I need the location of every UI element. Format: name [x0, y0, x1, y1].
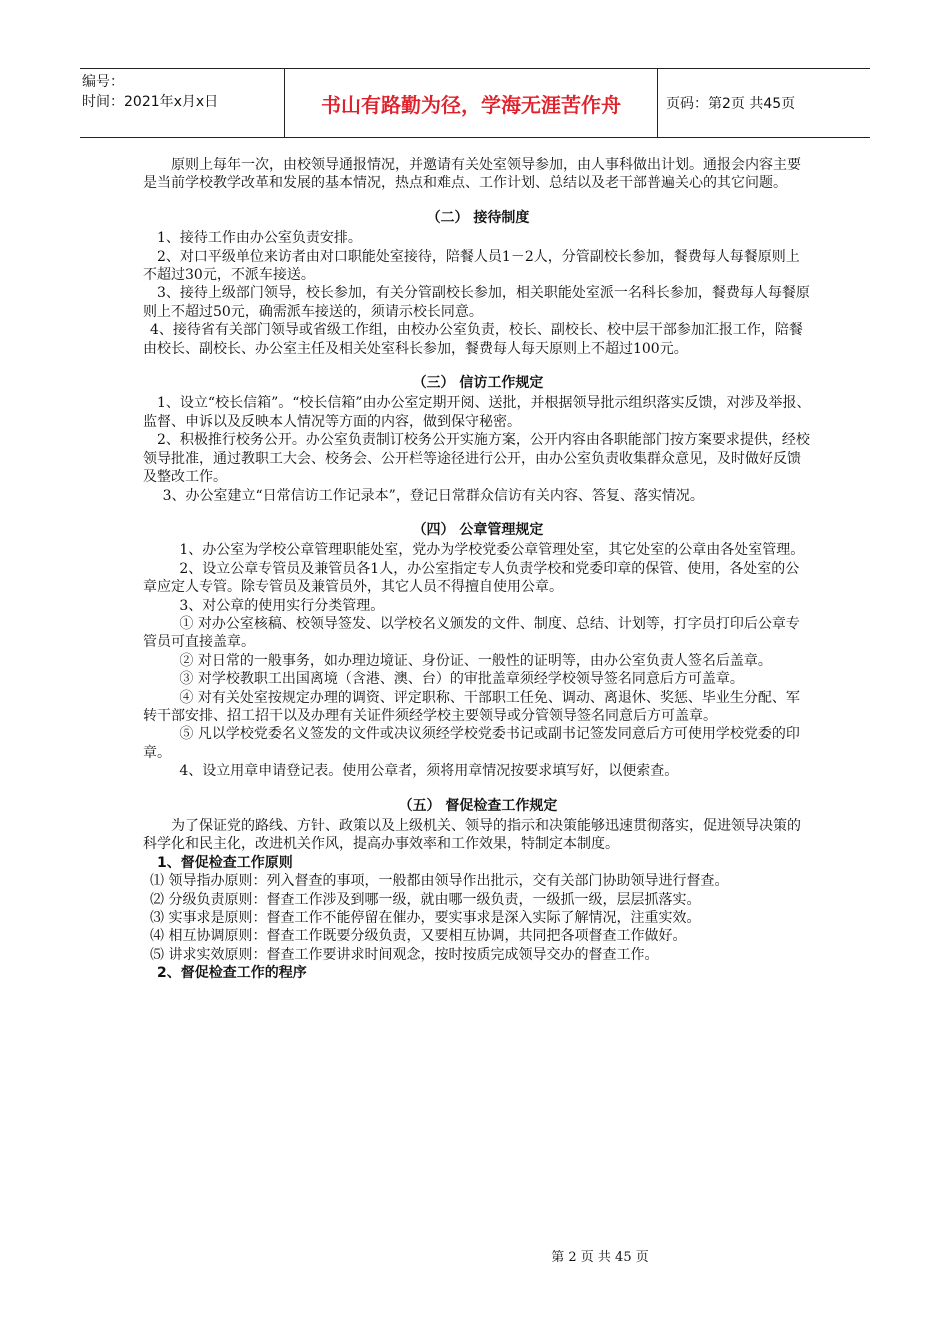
date-label: 时间：2021年x月x日 [82, 94, 219, 110]
number-label: 编号： [82, 74, 124, 90]
subsection-heading: 1、督促检查工作原则 [157, 854, 293, 871]
header-page-number: 页码：第2页 共45页 [666, 96, 796, 112]
paragraph: 1、设立“校长信箱”。“校长信箱”由办公室定期开阅、送批，并根据领导批示组织落实反馈，对涉及举报、监督、申诉以及反映本人情况等方面的内容，做到保守秘密。 [143, 395, 811, 430]
page-header [80, 68, 870, 138]
document-body [143, 156, 813, 983]
paragraph: 4、设立用章申请登记表。使用公章者，须将用章情况按要求填写好，以便索查。 [179, 763, 679, 780]
paragraph: ④ 对有关处室按规定办理的调资、评定职称、干部职工任免、调动、离退休、奖惩、毕业生分配、军转干部安排、招工招干以及办理有关证件须经学校主要领导或分管领导签名同意后方可盖章。 [143, 689, 800, 724]
section-heading: （二） 接待制度 [426, 209, 530, 226]
paragraph: 2、设立公章专管员及兼管员各1人，办公室指定专人负责学校和党委印章的保管、使用，各处室的公章应定人专管。除专管员及兼管员外，其它人员不得擅自使用公章。 [143, 560, 800, 596]
paragraph: ⑴ 领导指办原则：列入督查的事项，一般都由领导作出批示，交有关部门协助领导进行督查。 [150, 873, 729, 890]
section-heading: （五） 督促检查工作规定 [398, 797, 558, 814]
footer-text: 第 2 页 共 45 页 [551, 1250, 649, 1265]
paragraph: ⑸ 讲求实效原则：督查工作要讲求时间观念，按时按质完成领导交办的督查工作。 [150, 946, 659, 963]
paragraph: 2、对口平级单位来访者由对口职能处室接待，陪餐人员1－2人，分管副校长参加，餐费每人每餐原则上不超过30元，不派车接送。 [143, 248, 800, 284]
subsection-heading: 2、督促检查工作的程序 [157, 965, 307, 982]
paragraph: 为了保证党的路线、方针、政策以及上级机关、领导的指示和决策能够迅速贯彻落实，促进领导决策的科学化和民主化，改进机关作风，提高办事效率和工作效果，特制定本制度。 [143, 818, 801, 853]
header-meta [80, 69, 284, 137]
page-footer [0, 1246, 950, 1265]
paragraph: 1、办公室为学校公章管理职能处室，党办为学校党委公章管理处室，其它处室的公章由各处室管理。 [179, 542, 805, 559]
paragraph: ⑤ 凡以学校党委名义签发的文件或决议须经学校党委书记或副书记签发同意后方可使用学校党委的印章。 [143, 726, 800, 761]
header-motto: 书山有路勤为径，学海无涯苦作舟 [284, 69, 658, 137]
section-heading: （三） 信访工作规定 [412, 375, 544, 392]
paragraph: 2、积极推行校务公开。办公室负责制订校务公开实施方案，公开内容由各职能部门按方案要求提供，经校领导批准，通过教职工大会、校务会、公开栏等途径进行公开，由办公室负责收集群众意见，及时做好反馈及整改工作。 [143, 432, 810, 486]
paragraph: ① 对办公室核稿、校领导签发、以学校名义颁发的文件、制度、总结、计划等，打字员打印后公章专管员可直接盖章。 [143, 615, 800, 651]
paragraph: ② 对日常的一般事务，如办理边境证、身份证、一般性的证明等，由办公室负责人签名后盖章。 [179, 652, 772, 669]
paragraph: 3、对公章的使用实行分类管理。 [179, 597, 385, 614]
paragraph: 4、接待省有关部门领导或省级工作组，由校办公室负责，校长、副校长、校中层干部参加汇报工作，陪餐由校长、副校长、办公室主任及相关处室科长参加，餐费每人每天原则上不超过100元。 [143, 322, 803, 357]
paragraph: 1、接待工作由办公室负责安排。 [157, 230, 362, 247]
paragraph: ⑶ 实事求是原则：督查工作不能停留在催办，要实事求是深入实际了解情况，注重实效。 [150, 910, 701, 927]
paragraph: ⑵ 分级负责原则：督查工作涉及到哪一级，就由哪一级负责，一级抓一级，层层抓落实。 [150, 891, 701, 908]
paragraph: 原则上每年一次，由校领导通报情况，并邀请有关处室领导参加，由人事科做出计划。通报会内容主要是当前学校教学改革和发展的基本情况，热点和难点、工作计划、总结以及老干部普遍关心的其它问题。 [143, 157, 801, 192]
paragraph: 3、接待上级部门领导，校长参加，有关分管副校长参加，相关职能处室派一名科长参加，餐费每人每餐原则上不超过50元，确需派车接送的，须请示校长同意。 [143, 285, 810, 320]
paragraph: ⑷ 相互协调原则：督查工作既要分级负责，又要相互协调，共同把各项督查工作做好。 [150, 928, 687, 945]
section-heading: （四） 公章管理规定 [412, 521, 544, 538]
paragraph: ③ 对学校教职工出国离境（含港、澳、台）的审批盖章须经学校领导签名同意后方可盖章。 [179, 671, 744, 688]
paragraph: 3、办公室建立“日常信访工作记录本”，登记日常群众信访有关内容、答复、落实情况。 [162, 487, 704, 504]
